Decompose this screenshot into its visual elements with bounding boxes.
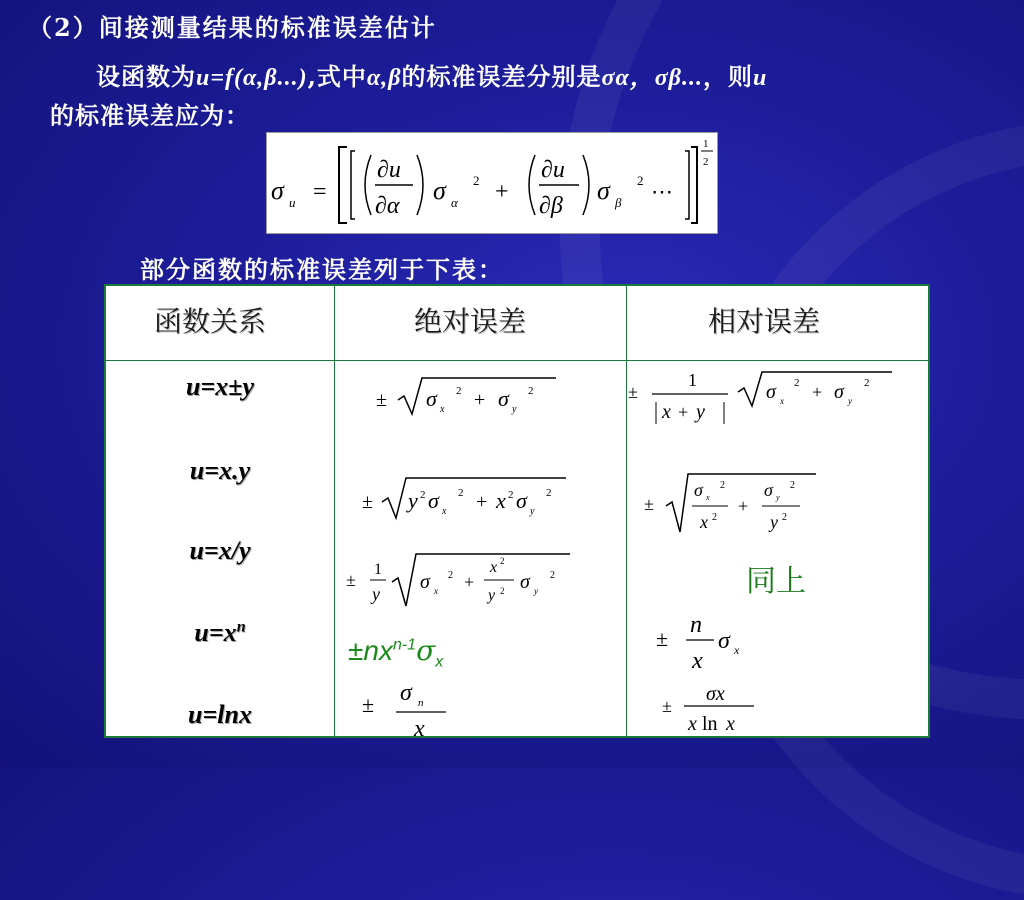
rel-error-quotient-same: 同上 [746, 564, 806, 599]
svg-text:x: x [734, 643, 740, 657]
svg-text:+: + [476, 491, 488, 513]
svg-text:x: x [700, 512, 708, 532]
svg-text:2: 2 [456, 385, 462, 397]
svg-text:σ: σ [764, 480, 773, 500]
error-table [104, 284, 930, 738]
svg-text:2: 2 [720, 480, 725, 491]
svg-text:∂α: ∂α [375, 193, 400, 219]
svg-text:2: 2 [550, 570, 555, 581]
svg-text:+: + [812, 382, 823, 402]
svg-text:σ: σ [694, 480, 703, 500]
svg-text:x: x [662, 401, 671, 423]
svg-text:σ: σ [766, 381, 776, 403]
svg-text:1: 1 [688, 370, 697, 390]
svg-text:±: ± [662, 696, 672, 716]
svg-text:σ: σ [718, 628, 730, 654]
svg-text:±: ± [362, 491, 373, 513]
svg-text:σ: σ [428, 488, 439, 513]
svg-text:2: 2 [528, 385, 534, 397]
svg-text:2: 2 [473, 173, 480, 188]
svg-text:σ: σ [420, 571, 430, 593]
relation-quotient: u=x/y [189, 536, 251, 565]
svg-text:2: 2 [637, 173, 644, 188]
header-absolute-error: 绝对误差 [414, 305, 527, 338]
svg-text:2: 2 [508, 489, 514, 501]
error-propagation-formula [266, 132, 718, 234]
svg-text:x: x [414, 716, 425, 738]
svg-text:+: + [474, 389, 486, 411]
svg-text:x: x [726, 713, 735, 735]
abs-error-power: $\pm nx^{n-1}\sigma_x$ [348, 634, 444, 671]
abs-error-sum [372, 370, 572, 420]
relation-log: u=lnx [188, 700, 252, 729]
svg-text:±: ± [376, 389, 387, 411]
svg-text:σ: σ [400, 680, 412, 706]
svg-text:2: 2 [864, 377, 870, 389]
svg-text:±: ± [628, 382, 638, 402]
rel-error-product [642, 466, 832, 538]
svg-text:1: 1 [374, 561, 382, 578]
relation-sum: u=x±y [185, 372, 255, 401]
svg-text:σ: σ [498, 386, 509, 411]
column-divider [334, 286, 335, 736]
svg-text:+: + [678, 402, 689, 422]
header-function: 函数关系 [154, 305, 267, 338]
svg-text:y: y [372, 584, 380, 604]
svg-text:x: x [440, 404, 445, 415]
header-divider [106, 360, 928, 361]
svg-text:±: ± [656, 626, 669, 651]
svg-text:σ: σ [433, 176, 446, 205]
svg-text:+: + [464, 572, 475, 592]
svg-text:2: 2 [782, 512, 787, 523]
relation-power: $u=x^n$ [194, 618, 246, 647]
svg-text:y: y [530, 506, 535, 517]
intro-paragraph: 设函数为u=f(α,β...),式中α,β的标准误差分别是σα，σβ...，则u 的标准误差应为： [50, 62, 768, 130]
svg-text:y: y [408, 488, 418, 513]
svg-text:x: x [780, 396, 784, 406]
svg-text:±: ± [644, 494, 654, 514]
svg-text:2: 2 [448, 570, 453, 581]
abs-error-log [358, 678, 468, 738]
svg-text:2: 2 [458, 487, 464, 499]
svg-text:+: + [495, 179, 509, 205]
svg-text:y: y [696, 401, 705, 423]
svg-text:u: u [289, 195, 296, 210]
section-heading: （2）间接测量结果的标准误差估计 [28, 13, 437, 42]
svg-text:=: = [313, 179, 327, 205]
svg-text:+: + [738, 496, 749, 516]
svg-text:1: 1 [703, 138, 709, 150]
svg-text:n: n [690, 612, 702, 638]
svg-text:σ: σ [597, 176, 610, 205]
svg-text:σx: σx [706, 683, 725, 705]
svg-text:y: y [776, 493, 780, 502]
svg-text:x: x [442, 506, 447, 517]
svg-text:x: x [496, 488, 506, 513]
svg-text:x: x [490, 559, 498, 576]
svg-text:x: x [706, 493, 710, 502]
svg-text:x: x [688, 713, 697, 735]
svg-text:2: 2 [712, 512, 717, 523]
svg-text:2: 2 [546, 487, 552, 499]
svg-text:ln: ln [702, 713, 718, 735]
svg-text:y: y [534, 586, 538, 596]
svg-text:±: ± [346, 570, 356, 590]
svg-text:⋯: ⋯ [651, 179, 673, 204]
svg-text:β: β [615, 195, 622, 210]
relation-product: u=x.y [189, 456, 251, 485]
svg-text:±: ± [362, 692, 375, 717]
svg-text:x: x [434, 586, 438, 596]
column-divider [626, 286, 627, 736]
rel-error-sum [626, 362, 926, 432]
svg-text:∂u: ∂u [377, 157, 401, 183]
abs-error-quotient [344, 548, 574, 612]
svg-text:2: 2 [500, 556, 505, 566]
svg-text:y: y [770, 512, 778, 532]
svg-text:2: 2 [420, 489, 426, 501]
svg-text:σ: σ [271, 176, 284, 205]
svg-text:σ: σ [516, 488, 527, 513]
svg-text:α: α [451, 195, 458, 210]
svg-text:σ: σ [426, 386, 437, 411]
svg-text:x: x [692, 648, 703, 674]
rel-error-log [660, 680, 780, 736]
rel-error-power [654, 606, 774, 676]
header-relative-error: 相对误差 [708, 305, 821, 338]
abs-error-product [358, 470, 578, 524]
svg-text:2: 2 [500, 586, 505, 596]
svg-text:y: y [512, 404, 517, 415]
svg-text:n: n [418, 697, 424, 709]
svg-text:y: y [848, 396, 852, 406]
svg-text:σ: σ [520, 571, 530, 593]
svg-text:∂u: ∂u [541, 157, 565, 183]
svg-text:∂β: ∂β [539, 193, 563, 219]
svg-text:y: y [488, 587, 496, 604]
svg-text:2: 2 [794, 377, 800, 389]
table-caption: 部分函数的标准误差列于下表： [140, 255, 504, 284]
svg-text:2: 2 [703, 156, 709, 168]
svg-text:2: 2 [790, 480, 795, 491]
svg-text:σ: σ [834, 381, 844, 403]
